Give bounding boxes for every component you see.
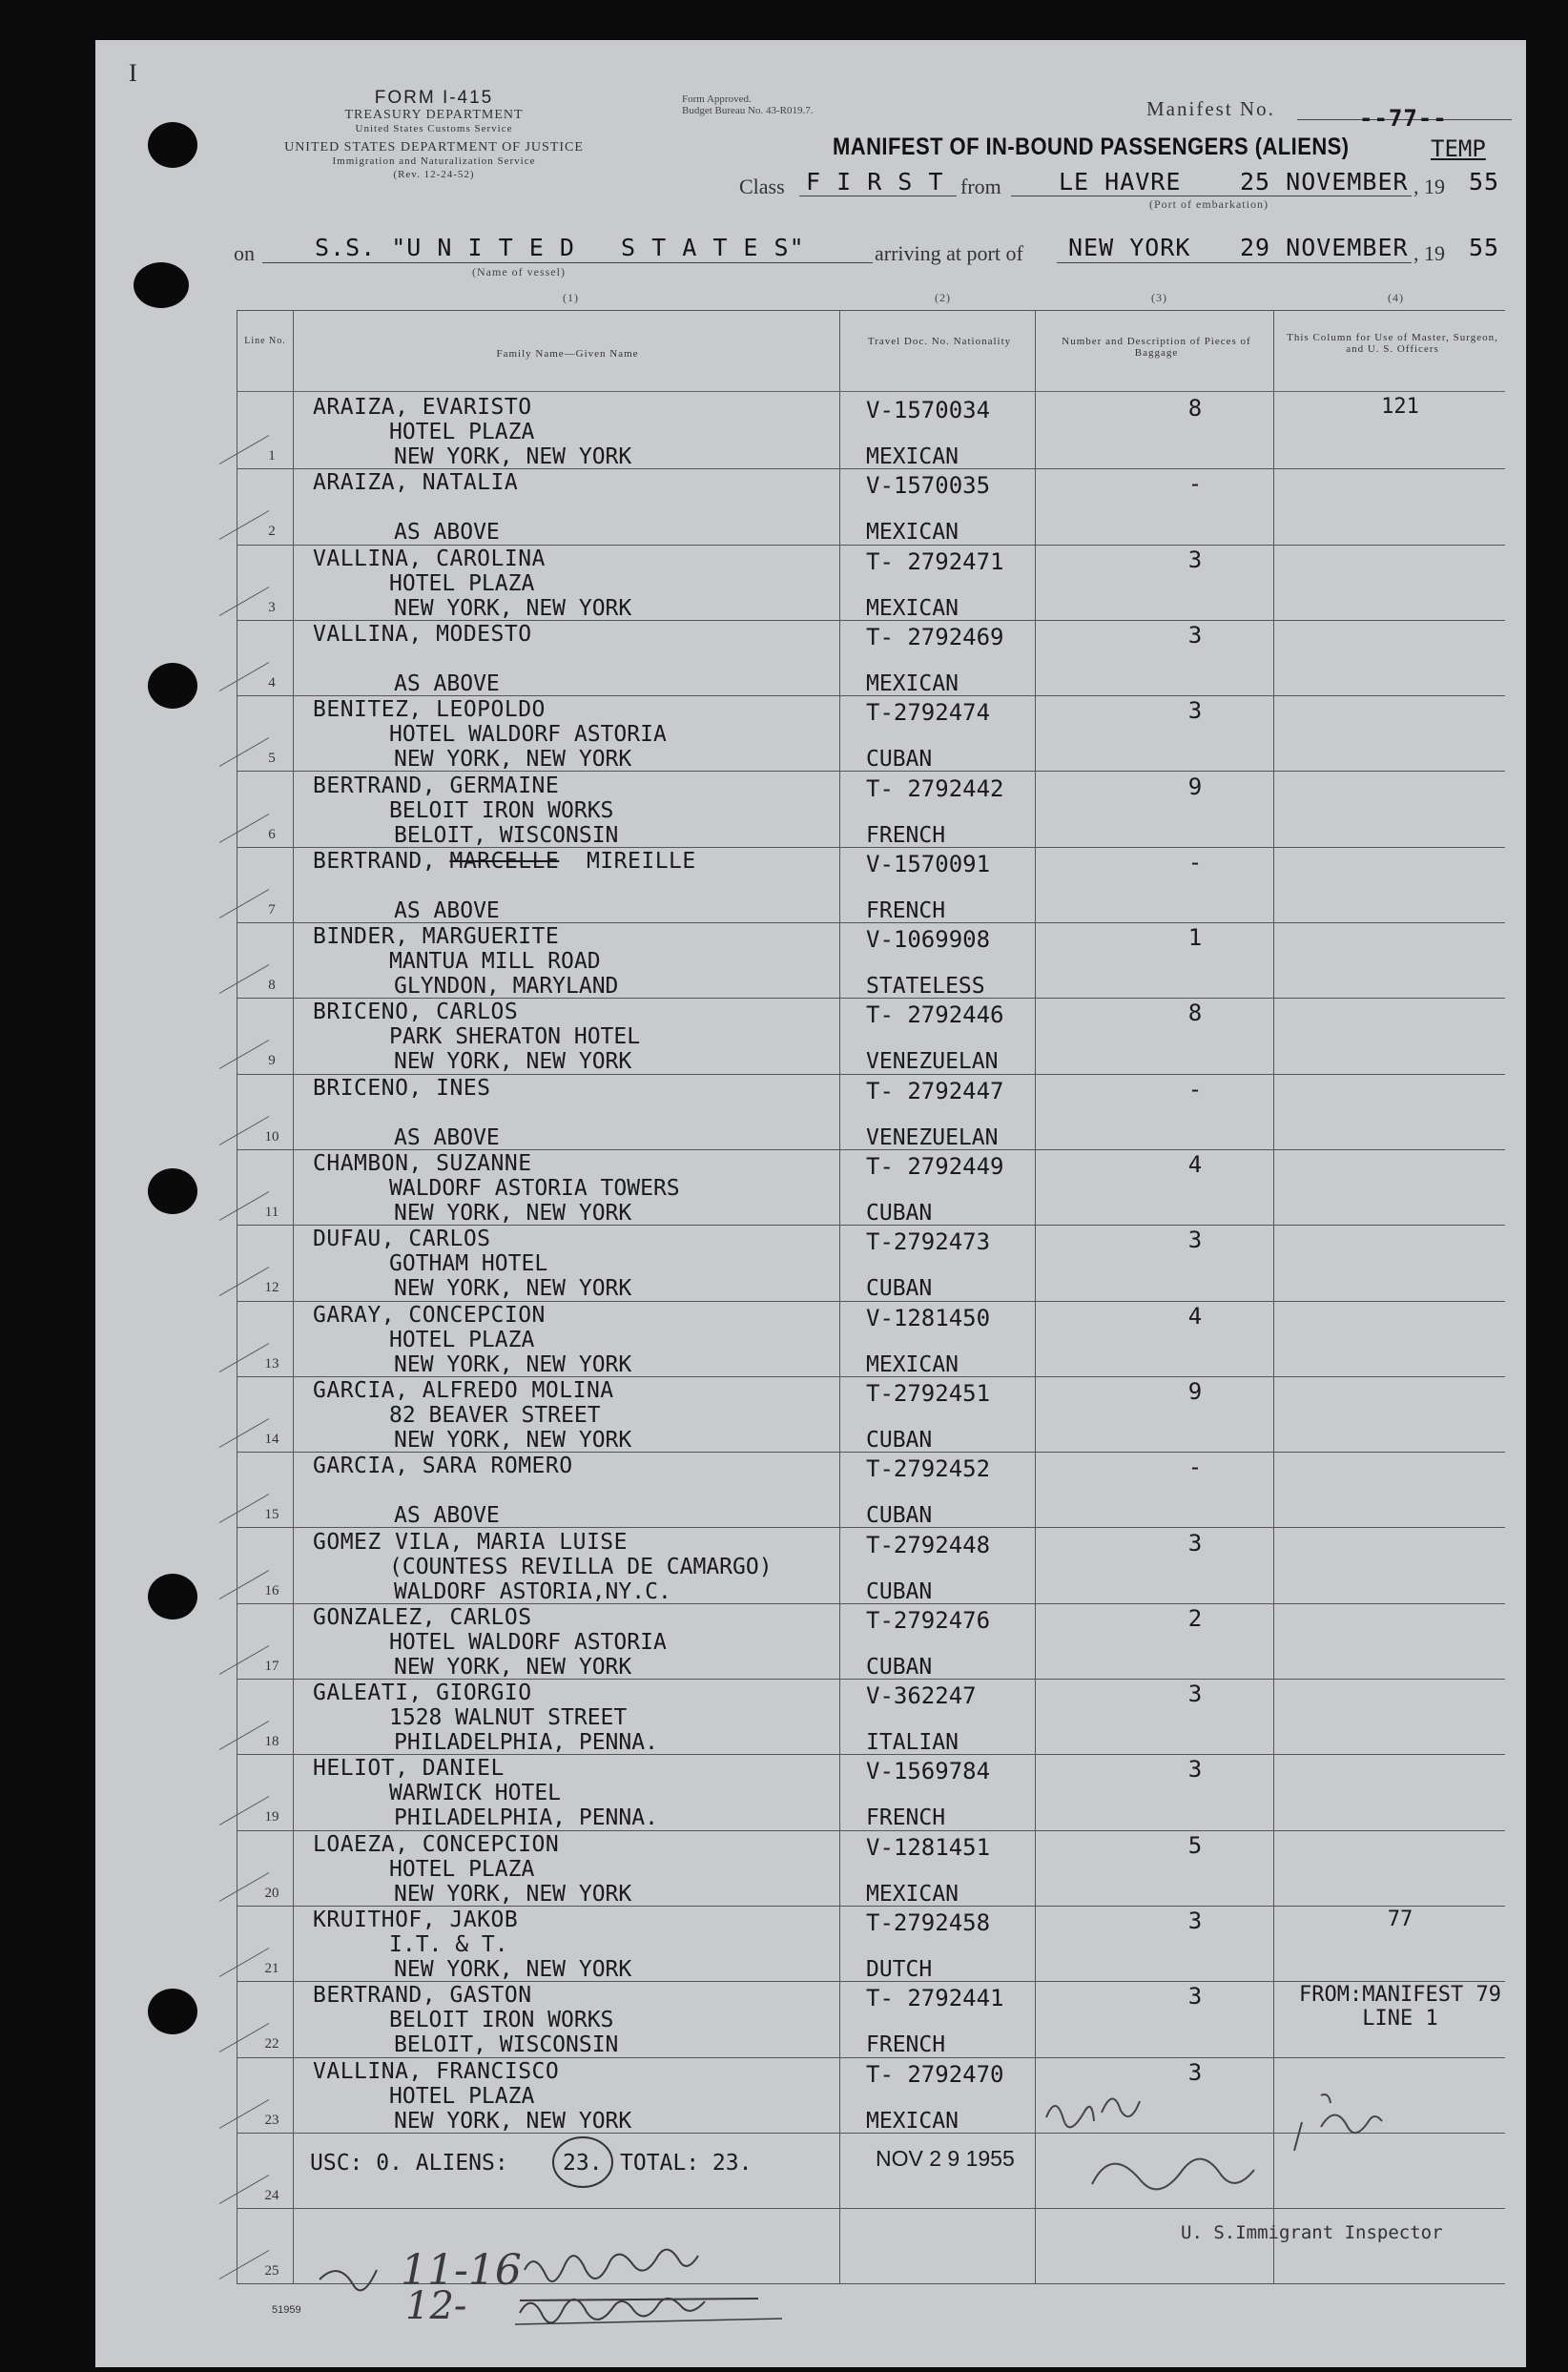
nationality: CUBAN (866, 1578, 933, 1604)
nationality: CUBAN (866, 1654, 933, 1680)
year-prefix-from: , 19 (1413, 175, 1445, 198)
header-name: Family Name—Given Name (496, 348, 639, 360)
passenger-name: GARAY, CONCEPCION (313, 1302, 546, 1328)
header-divider (237, 391, 1505, 392)
address-line-2: AS ABOVE (394, 1503, 500, 1529)
table-row (237, 1528, 1505, 1604)
nationality: FRENCH (866, 2032, 946, 2058)
form-approved (682, 93, 813, 116)
nationality: CUBAN (866, 1503, 933, 1529)
address-line-2: NEW YORK, NEW YORK (394, 1351, 632, 1377)
vessel-name: S.S. "U N I T E D S T A T E S" (315, 234, 805, 261)
form-number: FORM I-415 (374, 88, 494, 108)
address-line-1: BELOIT IRON WORKS (389, 797, 614, 823)
class-value: F I R S T (806, 168, 944, 196)
passenger-name: BERTRAND, MARCELLE MIREILLE (313, 848, 696, 874)
table-row (237, 545, 1505, 621)
punch-hole (148, 122, 197, 168)
travel-doc-number: T- 2792442 (866, 774, 1004, 802)
arriving-underline (1057, 262, 1412, 263)
address-line-1: HOTEL WALDORF ASTORIA (389, 1629, 667, 1655)
address-line-2: NEW YORK, NEW YORK (394, 1957, 632, 1982)
year-from: 55 (1469, 168, 1500, 196)
address-line-2: BELOIT, WISCONSIN (394, 822, 619, 848)
passenger-name: VALLINA, CAROLINA (313, 546, 546, 571)
col-number-4: (4) (1388, 291, 1404, 304)
address-line-2: NEW YORK, NEW YORK (394, 444, 632, 469)
nationality: CUBAN (866, 1201, 933, 1226)
approved-line-2: Budget Bureau No. 43-R019.7. (682, 105, 814, 116)
form-code: 51959 (272, 2304, 301, 2316)
line-number: 3 (268, 599, 276, 615)
baggage-count: 2 (1187, 1604, 1203, 1632)
line-number: 10 (264, 1128, 279, 1145)
nationality: FRENCH (866, 822, 946, 848)
class-label: Class (739, 175, 785, 198)
nationality: MEXICAN (866, 444, 959, 469)
header-officers: This Column for Use of Master, Surgeon, and U. S. Officers (1287, 332, 1498, 355)
address-line-1: BELOIT IRON WORKS (389, 2008, 614, 2033)
manifest-no-value: --77-- (1359, 105, 1448, 132)
form-justice: UNITED STATES DEPARTMENT OF JUSTICE (284, 140, 584, 155)
travel-doc-number: T-2792473 (866, 1228, 991, 1256)
port-from: LE HAVRE (1059, 168, 1182, 196)
address-line-2: NEW YORK, NEW YORK (394, 747, 632, 773)
date-from: 25 NOVEMBER (1240, 168, 1409, 196)
passenger-name: HELIOT, DANIEL (313, 1756, 505, 1782)
travel-doc-number: V-362247 (866, 1682, 977, 1710)
nationality: VENEZUELAN (866, 1049, 999, 1075)
passenger-name: CHAMBON, SUZANNE (313, 1151, 532, 1176)
address-line-2: PHILADELPHIA, PENNA. (394, 1730, 658, 1756)
address-line-1: HOTEL PLAZA (389, 570, 535, 596)
travel-doc-number: V-1281450 (866, 1304, 991, 1331)
travel-doc-number: T-2792476 (866, 1606, 991, 1634)
nationality: VENEZUELAN (866, 1124, 999, 1150)
travel-doc-number: T- 2792441 (866, 1985, 1004, 2012)
header-doc: Travel Doc. No. Nationality (867, 336, 1012, 347)
line-number: 15 (264, 1507, 279, 1523)
punch-hole (148, 663, 197, 709)
travel-doc-number: V-1281451 (866, 1833, 991, 1861)
nationality: MEXICAN (866, 1351, 959, 1377)
form-header (243, 88, 625, 181)
baggage-count: 3 (1187, 1681, 1203, 1708)
passenger-name: GARCIA, SARA ROMERO (313, 1454, 573, 1479)
struck-given-name: MARCELLE (449, 848, 560, 874)
travel-doc-number: T-2792474 (866, 699, 991, 727)
line-number: 1 (268, 448, 276, 464)
address-line-2: BELOIT, WISCONSIN (394, 2032, 619, 2058)
address-line-1: HOTEL PLAZA (389, 420, 535, 444)
line-number: 25 (264, 2263, 279, 2279)
baggage-count: 3 (1187, 1227, 1203, 1254)
inspector-label: U. S.Immigrant Inspector (1181, 2222, 1443, 2243)
baggage-count: - (1187, 1454, 1203, 1481)
table-row (237, 1754, 1505, 1830)
address-line-1: HOTEL PLAZA (389, 1327, 535, 1352)
address-line-2: NEW YORK, NEW YORK (394, 1049, 632, 1075)
address-line-2: AS ABOVE (394, 520, 500, 546)
baggage-count: 3 (1187, 697, 1203, 725)
table-row (237, 695, 1505, 772)
form-dept: TREASURY DEPARTMENT (344, 108, 524, 122)
address-line-2: AS ABOVE (394, 670, 500, 696)
address-line-2: NEW YORK, NEW YORK (394, 2108, 632, 2134)
temp-label: TEMP (1431, 135, 1486, 162)
address-line-1: MANTUA MILL ROAD (389, 949, 601, 975)
travel-doc-number: T- 2792449 (866, 1153, 1004, 1180)
arriving-label: arriving at port of (875, 241, 1023, 265)
nationality: DUTCH (866, 1957, 933, 1982)
travel-doc-number: V-1570034 (866, 397, 991, 423)
address-line-1: 82 BEAVER STREET (389, 1402, 601, 1428)
line-number: 12 (264, 1280, 279, 1296)
handwritten-note-2: 12- (405, 2284, 467, 2328)
baggage-count: 3 (1187, 1756, 1203, 1784)
footer-usc: USC: 0. ALIENS: (310, 2151, 508, 2176)
baggage-count: 9 (1187, 1377, 1203, 1405)
table-row (237, 847, 1505, 923)
passenger-name: BINDER, MARGUERITE (313, 924, 560, 950)
passenger-name: VALLINA, MODESTO (313, 621, 532, 647)
punch-hole (148, 1168, 197, 1214)
col-number-2: (2) (935, 291, 951, 304)
vessel-underline (262, 262, 873, 263)
manifest-no-label: Manifest No. (1146, 97, 1275, 120)
travel-doc-number: T-2792448 (866, 1531, 991, 1558)
baggage-count: 3 (1187, 2058, 1203, 2086)
address-line-1: WALDORF ASTORIA TOWERS (389, 1176, 680, 1201)
footer-total: TOTAL: 23. (620, 2151, 753, 2176)
nationality: MEXICAN (866, 1881, 959, 1907)
port-to: NEW YORK (1068, 234, 1191, 261)
passenger-name: GOMEZ VILA, MARIA LUISE (313, 1529, 628, 1555)
table-row (237, 1301, 1505, 1377)
officer-note: FROM:MANIFEST 79 LINE 1 (1299, 1983, 1501, 2032)
line-number: 19 (264, 1809, 279, 1825)
travel-doc-number: T- 2792469 (866, 623, 1004, 650)
line-number: 7 (268, 901, 276, 918)
form-rev: (Rev. 12-24-52) (393, 169, 475, 180)
table-row (237, 620, 1505, 696)
address-line-2: AS ABOVE (394, 897, 500, 923)
travel-doc-number: T- 2792471 (866, 547, 1004, 575)
line-number: 18 (264, 1734, 279, 1750)
address-line-2: NEW YORK, NEW YORK (394, 1276, 632, 1302)
baggage-count: 3 (1187, 1983, 1203, 2011)
table-row (237, 1603, 1505, 1680)
baggage-count: 3 (1187, 1908, 1203, 1934)
address-line-1: GOTHAM HOTEL (389, 1251, 548, 1277)
passenger-name: ARAIZA, EVARISTO (313, 395, 532, 420)
date-to: 29 NOVEMBER (1240, 234, 1409, 261)
line-number: 21 (264, 1961, 279, 1976)
table-row (237, 1376, 1505, 1453)
address-line-2: NEW YORK, NEW YORK (394, 1427, 632, 1453)
table-row (237, 468, 1505, 545)
passenger-name: BENITEZ, LEOPOLDO (313, 697, 546, 723)
travel-doc-number: T- 2792447 (866, 1077, 1004, 1104)
nationality: CUBAN (866, 1276, 933, 1302)
nationality: MEXICAN (866, 670, 959, 696)
on-label: on (234, 241, 255, 265)
address-line-2: NEW YORK, NEW YORK (394, 1201, 632, 1226)
address-line-1: (COUNTESS REVILLA DE CAMARGO) (389, 1554, 773, 1579)
baggage-count: 1 (1187, 924, 1203, 952)
address-line-1: WARWICK HOTEL (389, 1781, 562, 1806)
baggage-count: 3 (1187, 621, 1203, 649)
handwritten-note-1: 11-16 (401, 2246, 522, 2295)
address-line-2: NEW YORK, NEW YORK (394, 1881, 632, 1907)
address-line-2: NEW YORK, NEW YORK (394, 595, 632, 621)
passenger-name: GARCIA, ALFREDO MOLINA (313, 1377, 614, 1403)
line-number: 4 (268, 674, 276, 691)
travel-doc-number: V-1570035 (866, 472, 991, 500)
baggage-count: - (1187, 470, 1203, 498)
nationality: CUBAN (866, 747, 933, 773)
vessel-caption: (Name of vessel) (472, 265, 566, 278)
col-number-3: (3) (1151, 291, 1167, 304)
nationality: FRENCH (866, 1805, 946, 1831)
officer-note: 77 (1387, 1908, 1413, 1931)
address-line-2: GLYNDON, MARYLAND (394, 974, 619, 1000)
manifest-title: MANIFEST OF IN-BOUND PASSENGERS (ALIENS) (833, 134, 1350, 160)
baggage-count: 4 (1187, 1151, 1203, 1178)
address-line-1: HOTEL WALDORF ASTORIA (389, 722, 667, 748)
aliens-circle (550, 2135, 615, 2190)
table-row (237, 393, 1505, 469)
punch-hole (148, 1574, 197, 1619)
handwritten-scrawl-2 (515, 2284, 801, 2332)
address-line-1: HOTEL PLAZA (389, 1856, 535, 1882)
passenger-name: LOAEZA, CONCEPCION (313, 1831, 560, 1857)
line-number: 13 (264, 1355, 279, 1372)
baggage-count: 4 (1187, 1302, 1203, 1330)
punch-hole (134, 262, 189, 308)
travel-doc-number: T-2792452 (866, 1455, 991, 1483)
punch-hole (148, 1989, 197, 2034)
table-row (237, 1830, 1505, 1907)
passenger-name: BRICENO, CARLOS (313, 1000, 519, 1025)
baggage-count: 8 (1187, 1000, 1203, 1027)
nationality: MEXICAN (866, 520, 959, 546)
line-number: 8 (268, 978, 276, 994)
form-customs: United States Customs Service (355, 123, 513, 134)
approved-line-1: Form Approved. (682, 93, 752, 105)
address-line-1: PARK SHERATON HOTEL (389, 1024, 641, 1050)
travel-doc-number: T- 2792470 (866, 2060, 1004, 2088)
travel-doc-number: V-1570091 (866, 850, 991, 877)
travel-doc-number: V-1569784 (866, 1758, 991, 1785)
line-number: 22 (264, 2036, 279, 2052)
from-label: from (960, 175, 1001, 198)
nationality: STATELESS (866, 974, 985, 1000)
header-line-no: Line No. (244, 336, 286, 346)
year-prefix-to: , 19 (1413, 241, 1445, 265)
nationality: CUBAN (866, 1427, 933, 1453)
line-number: 6 (268, 826, 276, 842)
line-number: 14 (264, 1431, 279, 1447)
address-line-1: 1528 WALNUT STREET (389, 1705, 628, 1731)
line-number: 2 (268, 524, 276, 540)
line-number: 20 (264, 1885, 279, 1901)
nationality: MEXICAN (866, 595, 959, 621)
header-baggage: Number and Description of Pieces of Baggage (1062, 336, 1251, 359)
table-row (237, 772, 1505, 848)
table-row (237, 922, 1505, 999)
line-number: 24 (264, 2187, 279, 2203)
passenger-name: ARAIZA, NATALIA (313, 470, 519, 496)
nationality: ITALIAN (866, 1730, 959, 1756)
passenger-name: BERTRAND, GERMAINE (313, 773, 560, 798)
nationality: MEXICAN (866, 2108, 959, 2134)
inspector-signature (1035, 2084, 1502, 2217)
form-ins: Immigration and Naturalization Service (332, 155, 536, 167)
passenger-name: GALEATI, GIORGIO (313, 1681, 532, 1706)
line-number: 17 (264, 1658, 279, 1674)
baggage-count: 3 (1187, 546, 1203, 573)
footer-aliens-count: 23. (563, 2151, 603, 2176)
passenger-name: BRICENO, INES (313, 1075, 491, 1101)
passenger-name: GONZALEZ, CARLOS (313, 1604, 532, 1630)
passenger-name: KRUITHOF, JAKOB (313, 1908, 519, 1932)
port-caption: (Port of embarkation) (1149, 197, 1269, 211)
corner-mark: I (129, 59, 137, 87)
table-row (237, 998, 1505, 1074)
passenger-name: DUFAU, CARLOS (313, 1227, 491, 1252)
nationality: FRENCH (866, 897, 946, 923)
line-number: 11 (264, 1205, 279, 1220)
address-line-1: I.T. & T. (389, 1932, 508, 1957)
line-number: 9 (268, 1053, 276, 1069)
travel-doc-number: V-1069908 (866, 926, 991, 954)
address-line-2: NEW YORK, NEW YORK (394, 1654, 632, 1680)
line-number: 23 (264, 2112, 279, 2128)
address-line-2: PHILADELPHIA, PENNA. (394, 1805, 658, 1831)
baggage-count: 8 (1187, 395, 1203, 422)
baggage-count: 5 (1187, 1831, 1203, 1859)
table-row (237, 1149, 1505, 1226)
address-line-2: AS ABOVE (394, 1124, 500, 1150)
baggage-count: 3 (1187, 1529, 1203, 1557)
table-row (237, 1906, 1505, 1982)
table-row (237, 1225, 1505, 1301)
arrival-date-stamp: NOV 2 9 1955 (876, 2146, 1015, 2171)
officer-note: 121 (1381, 395, 1419, 419)
travel-doc-number: T- 2792446 (866, 1001, 1004, 1029)
table-row (237, 1452, 1505, 1528)
table-row (237, 1981, 1505, 2057)
line-number: 5 (268, 751, 276, 767)
travel-doc-number: T-2792451 (866, 1379, 991, 1407)
table-row (237, 1679, 1505, 1755)
col-number-1: (1) (563, 291, 579, 304)
baggage-count: - (1187, 1075, 1203, 1103)
baggage-count: 9 (1187, 773, 1203, 800)
baggage-count: - (1187, 848, 1203, 876)
table-row (237, 1074, 1505, 1150)
address-line-1: HOTEL PLAZA (389, 2083, 535, 2109)
passenger-name: VALLINA, FRANCISCO (313, 2058, 560, 2084)
travel-doc-number: T-2792458 (866, 1909, 991, 1936)
line-number: 16 (264, 1582, 279, 1599)
address-line-2: WALDORF ASTORIA,NY.C. (394, 1578, 671, 1604)
year-to: 55 (1469, 234, 1500, 261)
passenger-name: BERTRAND, GASTON (313, 1983, 532, 2009)
